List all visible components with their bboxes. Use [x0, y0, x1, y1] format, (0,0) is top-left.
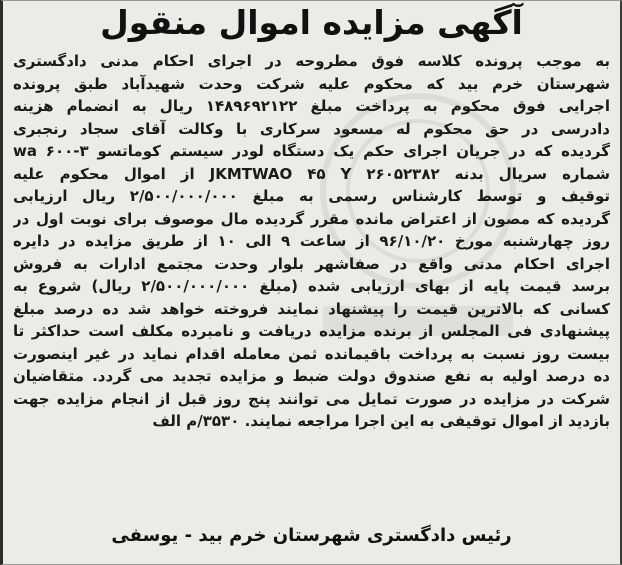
notice-title: آگهی مزایده اموال منقول	[100, 3, 523, 42]
notice-line: شماره سریال بدنه JKMTWAO ۴۵ Y ۲۶۰۵۲۳۸۲ از اموال محکوم علیه	[13, 164, 610, 183]
notice-line: پیشنهادی فی المجلس از برنده مزایده دریافت و نامبرده مکلف است حداکثر تا	[13, 322, 610, 340]
notice-line-last: بازدید از اموال توقیفی به این اجرا مراجعه نمایند. ۳۵۳۰/م الف	[152, 412, 610, 430]
notice-line: روز چهارشنبه مورخ ۹۶/۱۰/۲۰ از ساعت ۹ الی ۱۰ از طریق مزایده در دایره	[13, 232, 610, 250]
notice-line: توقیف و توسط کارشناس رسمی به مبلغ ۲/۵۰۰/۰۰۰/۰۰۰ ریال ارزیابی	[13, 187, 610, 205]
notice-line: گردیده که مصون از اعتراض مانده مقرر گردیده مال موصوف برای نوبت اول در	[13, 209, 610, 228]
notice-line: شهرستان خرم بید که محکوم علیه شرکت وحدت شهیدآباد طبق پرونده	[13, 74, 610, 93]
notice-line: کسانی که بالاترین قیمت را پیشنهاد نمایند فروخته خواهد شد ده درصد مبلغ	[13, 299, 610, 318]
notice-line: گردیده که در جریان اجرای حکم یک دستگاه لودر سیستم کوماتسو wa ۶۰۰-۳	[13, 142, 610, 160]
notice-line: برسد قیمت پایه از بهای ارزیابی شده (مبلغ ۲/۵۰۰/۰۰۰/۰۰۰ ریال) شروع به	[13, 277, 610, 295]
notice-line: دادرسی در حق محکوم له مسعود سرکاری با وکالت آقای سجاد رنجبری	[13, 119, 610, 138]
signature-line: رئیس دادگستری شهرستان خرم بید - یوسفی	[111, 525, 512, 546]
notice-body	[13, 50, 610, 433]
notice-line: بیست روز نسبت به پرداخت باقیمانده ثمن معامله اقدام نماید در غیر اینصورت	[13, 344, 610, 363]
notice-line: ده درصد اولیه به نفع صندوق دولت ضبط و مزایده تجدید می گردد. متقاضیان	[13, 367, 610, 385]
notice-line: اجرایی فوق محکوم به پرداخت مبلغ ۱۴۸۹۶۹۲۱۲۲ ریال به انضمام هزینه	[13, 97, 610, 115]
notice-line: شرکت در مزایده در صورت تمایل می توانند پنج روز قبل از انجام مزایده جهت	[13, 389, 610, 408]
notice-line: به موجب پرونده کلاسه فوق مطروحه در اجرای احکام مدنی دادگستری	[13, 52, 610, 70]
notice-line: اجرای احکام مدنی واقع در صفاشهر بلوار وحدت مجتمع ادارات به فروش	[13, 254, 610, 273]
